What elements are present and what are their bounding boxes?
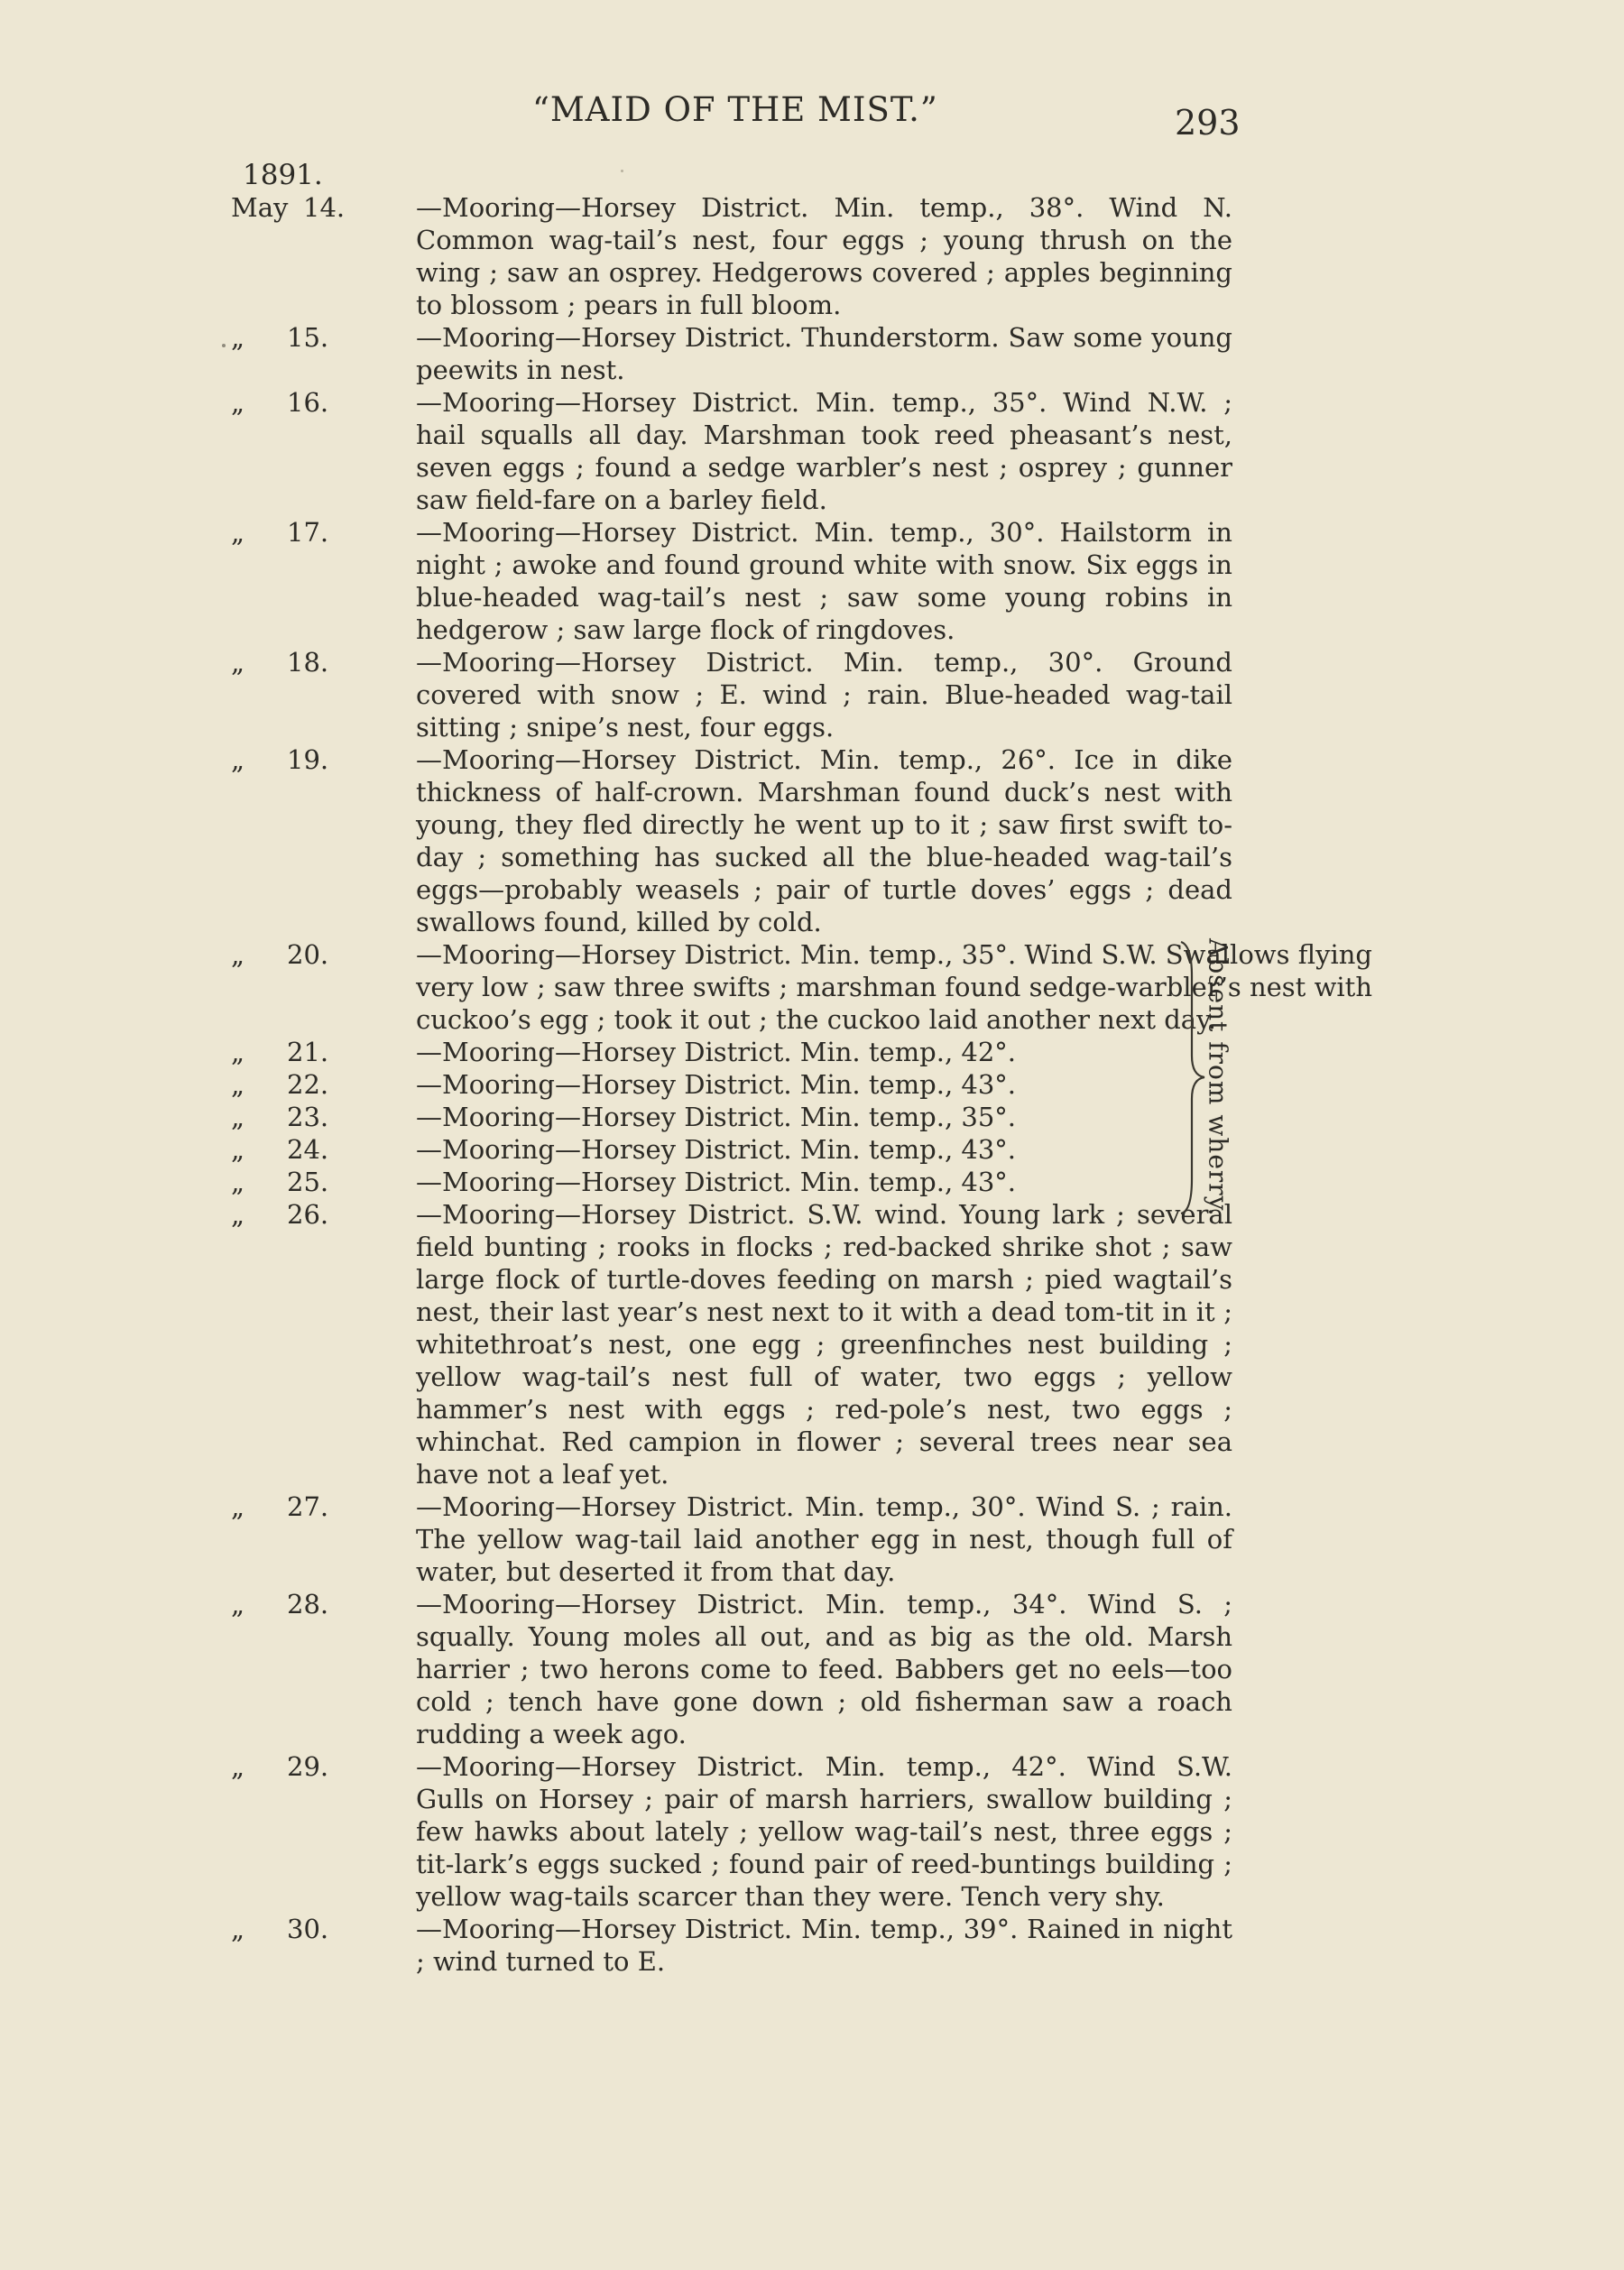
entry-day: 16.: [287, 387, 329, 418]
entry-text: —Mooring—Horsey District. Min. temp., 26°. Ice in dike thickness of half-crown. Marshman found duck’s nest with young, they fled directly he went up to it ; saw first swift to-day ; something has sucked all the blue-headed wag-tail’s eggs—probably weasels ; pair of turtle doves’ eggs ; dead swallows found, killed by cold.: [416, 744, 1232, 937]
year-heading: 1891.: [243, 159, 323, 191]
entry-text: —Mooring—Horsey District. Min. temp., 42°. Wind S.W. Gulls on Horsey ; pair of marsh harriers, swallow building ; few hawks about lately ; yellow wag-tail’s nest, three eggs ; tit-lark’s eggs sucked ; found pair of reed-buntings building ; yellow wag-tails scarcer than they were. Tench very shy.: [416, 1751, 1232, 1912]
entry-head: [231, 1068, 328, 1101]
entry-head: [231, 743, 328, 776]
entry-head: [231, 1133, 328, 1166]
diary-entry: [231, 743, 1232, 938]
entry-head: [231, 1166, 328, 1198]
ditto-mark: „: [231, 1102, 245, 1132]
running-title: “MAID OF THE MIST.”: [532, 90, 938, 129]
margin-dot: [222, 344, 226, 347]
side-note-text: Absent from wherry.: [1203, 938, 1233, 1217]
ditto-mark: „: [231, 1069, 245, 1100]
diary-entry: [231, 321, 1232, 386]
entry-head: [231, 1750, 328, 1783]
entry-day: 15.: [287, 322, 329, 353]
entry-head: [231, 516, 328, 549]
entry-month: May: [231, 192, 289, 223]
entry-day: 17.: [287, 517, 329, 548]
entry-day: 14.: [303, 192, 346, 223]
entry-day: 26.: [287, 1199, 329, 1230]
entry-day: 22.: [287, 1069, 329, 1100]
ditto-mark: „: [231, 1491, 245, 1522]
diary-entry: [231, 1913, 1232, 1978]
entry-day: 29.: [287, 1751, 329, 1782]
diary-entry: [231, 191, 1232, 321]
entry-day: 25.: [287, 1167, 329, 1197]
ditto-mark: „: [231, 1751, 245, 1782]
diary-entry: [231, 646, 1232, 743]
entry-text: —Mooring—Horsey District. Min. temp., 43°.: [416, 1167, 1017, 1197]
entry-text: —Mooring—Horsey District. Min. temp., 39°. Rained in night ; wind turned to E.: [416, 1914, 1232, 1977]
paper-speck: [621, 170, 623, 172]
entry-head: [231, 1036, 328, 1068]
entry-text: —Mooring—Horsey District. Min. temp., 30°. Hailstorm in night ; awoke and found ground white with snow. Six eggs in blue-headed wag-tail’s nest ; saw some young robins in hedgerow ; saw large flock of ringdoves.: [416, 517, 1232, 645]
ditto-mark: „: [231, 517, 245, 548]
entry-text: —Mooring—Horsey District. Min. temp., 43°.: [416, 1134, 1017, 1165]
entry-head: [231, 321, 328, 354]
entry-head: [231, 1198, 328, 1231]
entry-head: [231, 386, 328, 419]
entry-head: [231, 1490, 328, 1523]
entry-day: 28.: [287, 1589, 329, 1619]
entry-head: [231, 938, 328, 971]
ditto-mark: „: [231, 322, 245, 353]
ditto-mark: „: [231, 647, 245, 678]
diary-entry: [231, 1588, 1232, 1750]
diary-entry: [231, 1750, 1232, 1913]
entry-day: 18.: [287, 647, 329, 678]
diary-entries: [231, 191, 1372, 1978]
entry-text: —Mooring—Horsey District. Thunderstorm. Saw some young peewits in nest.: [416, 322, 1232, 385]
diary-entry: [231, 1490, 1232, 1588]
entry-day: 20.: [287, 939, 329, 970]
ditto-mark: „: [231, 1589, 245, 1619]
entry-day: 23.: [287, 1102, 329, 1132]
entry-head: [231, 1913, 328, 1945]
entry-text: —Mooring—Horsey District. Min. temp., 43°.: [416, 1069, 1017, 1100]
entry-text: —Mooring—Horsey District. Min. temp., 42°.: [416, 1037, 1017, 1067]
entry-day: 30.: [287, 1914, 329, 1944]
absent-from-wherry-note: [1202, 940, 1234, 1215]
diary-entry: [231, 516, 1232, 646]
entry-text: —Mooring—Horsey District. Min. temp., 34°. Wind S. ; squally. Young moles all out, and as big as the old. Marsh harrier ; two herons come to feed. Babbers get no eels—too cold ; tench have gone down ; old fisherman saw a roach rudding a week ago.: [416, 1589, 1232, 1749]
diary-entry: [231, 1198, 1232, 1490]
entry-text: —Mooring—Horsey District. Min. temp., 35°. Wind S.W. Swallows flying very low ; saw three swifts ; marshman found sedge-warbler’s nest with cuckoo’s egg ; took it out ; the cuckoo laid another next day.: [416, 939, 1372, 1035]
entry-day: 21.: [287, 1037, 329, 1067]
entry-text: —Mooring—Horsey District. S.W. wind. Young lark ; several field bunting ; rooks in flocks ; red-backed shrike shot ; saw large flock of turtle-doves feeding on marsh ; pied wagtail’s nest, their last year’s nest next to it with a dead tom-tit in it ; whitethroat’s nest, one egg ; greenfinches nest building ; yellow wag-tail’s nest full of water, two eggs ; yellow hammer’s nest with eggs ; red-pole’s nest, two eggs ; whinchat. Red campion in flower ; several trees near sea have not a leaf yet.: [416, 1199, 1232, 1490]
entry-text: —Mooring—Horsey District. Min. temp., 38°. Wind N. Common wag-tail’s nest, four eggs ; young thrush on the wing ; saw an osprey. Hedgerows covered ; apples beginning to blossom ; pears in full bloom.: [416, 192, 1232, 320]
entry-text: —Mooring—Horsey District. Min. temp., 35°. Wind N.W. ; hail squalls all day. Marshman took reed pheasant’s nest, seven eggs ; found a sedge warbler’s nest ; osprey ; gunner saw field-fare on a barley field.: [416, 387, 1232, 515]
ditto-mark: „: [231, 1199, 245, 1230]
page-number: 293: [1175, 103, 1241, 143]
ditto-mark: „: [231, 1914, 245, 1944]
ditto-mark: „: [231, 1037, 245, 1067]
entry-head: [231, 1101, 328, 1133]
ditto-mark: „: [231, 387, 245, 418]
entry-text: —Mooring—Horsey District. Min. temp., 30°. Wind S. ; rain. The yellow wag-tail laid another egg in nest, though full of water, but deserted it from that day.: [416, 1491, 1232, 1587]
entry-day: 19.: [287, 744, 329, 775]
entry-day: 24.: [287, 1134, 329, 1165]
entry-text: —Mooring—Horsey District. Min. temp., 30°. Ground covered with snow ; E. wind ; rain. Blue-headed wag-tail sitting ; snipe’s nest, four eggs.: [416, 647, 1232, 743]
entry-head: [231, 646, 328, 678]
entry-head: [231, 1588, 328, 1620]
entry-head: [231, 191, 345, 224]
diary-entry: [231, 386, 1232, 516]
ditto-mark: „: [231, 939, 245, 970]
ditto-mark: „: [231, 1167, 245, 1197]
ditto-mark: „: [231, 744, 245, 775]
ditto-mark: „: [231, 1134, 245, 1165]
entry-day: 27.: [287, 1491, 329, 1522]
entry-text: —Mooring—Horsey District. Min. temp., 35°.: [416, 1102, 1017, 1132]
